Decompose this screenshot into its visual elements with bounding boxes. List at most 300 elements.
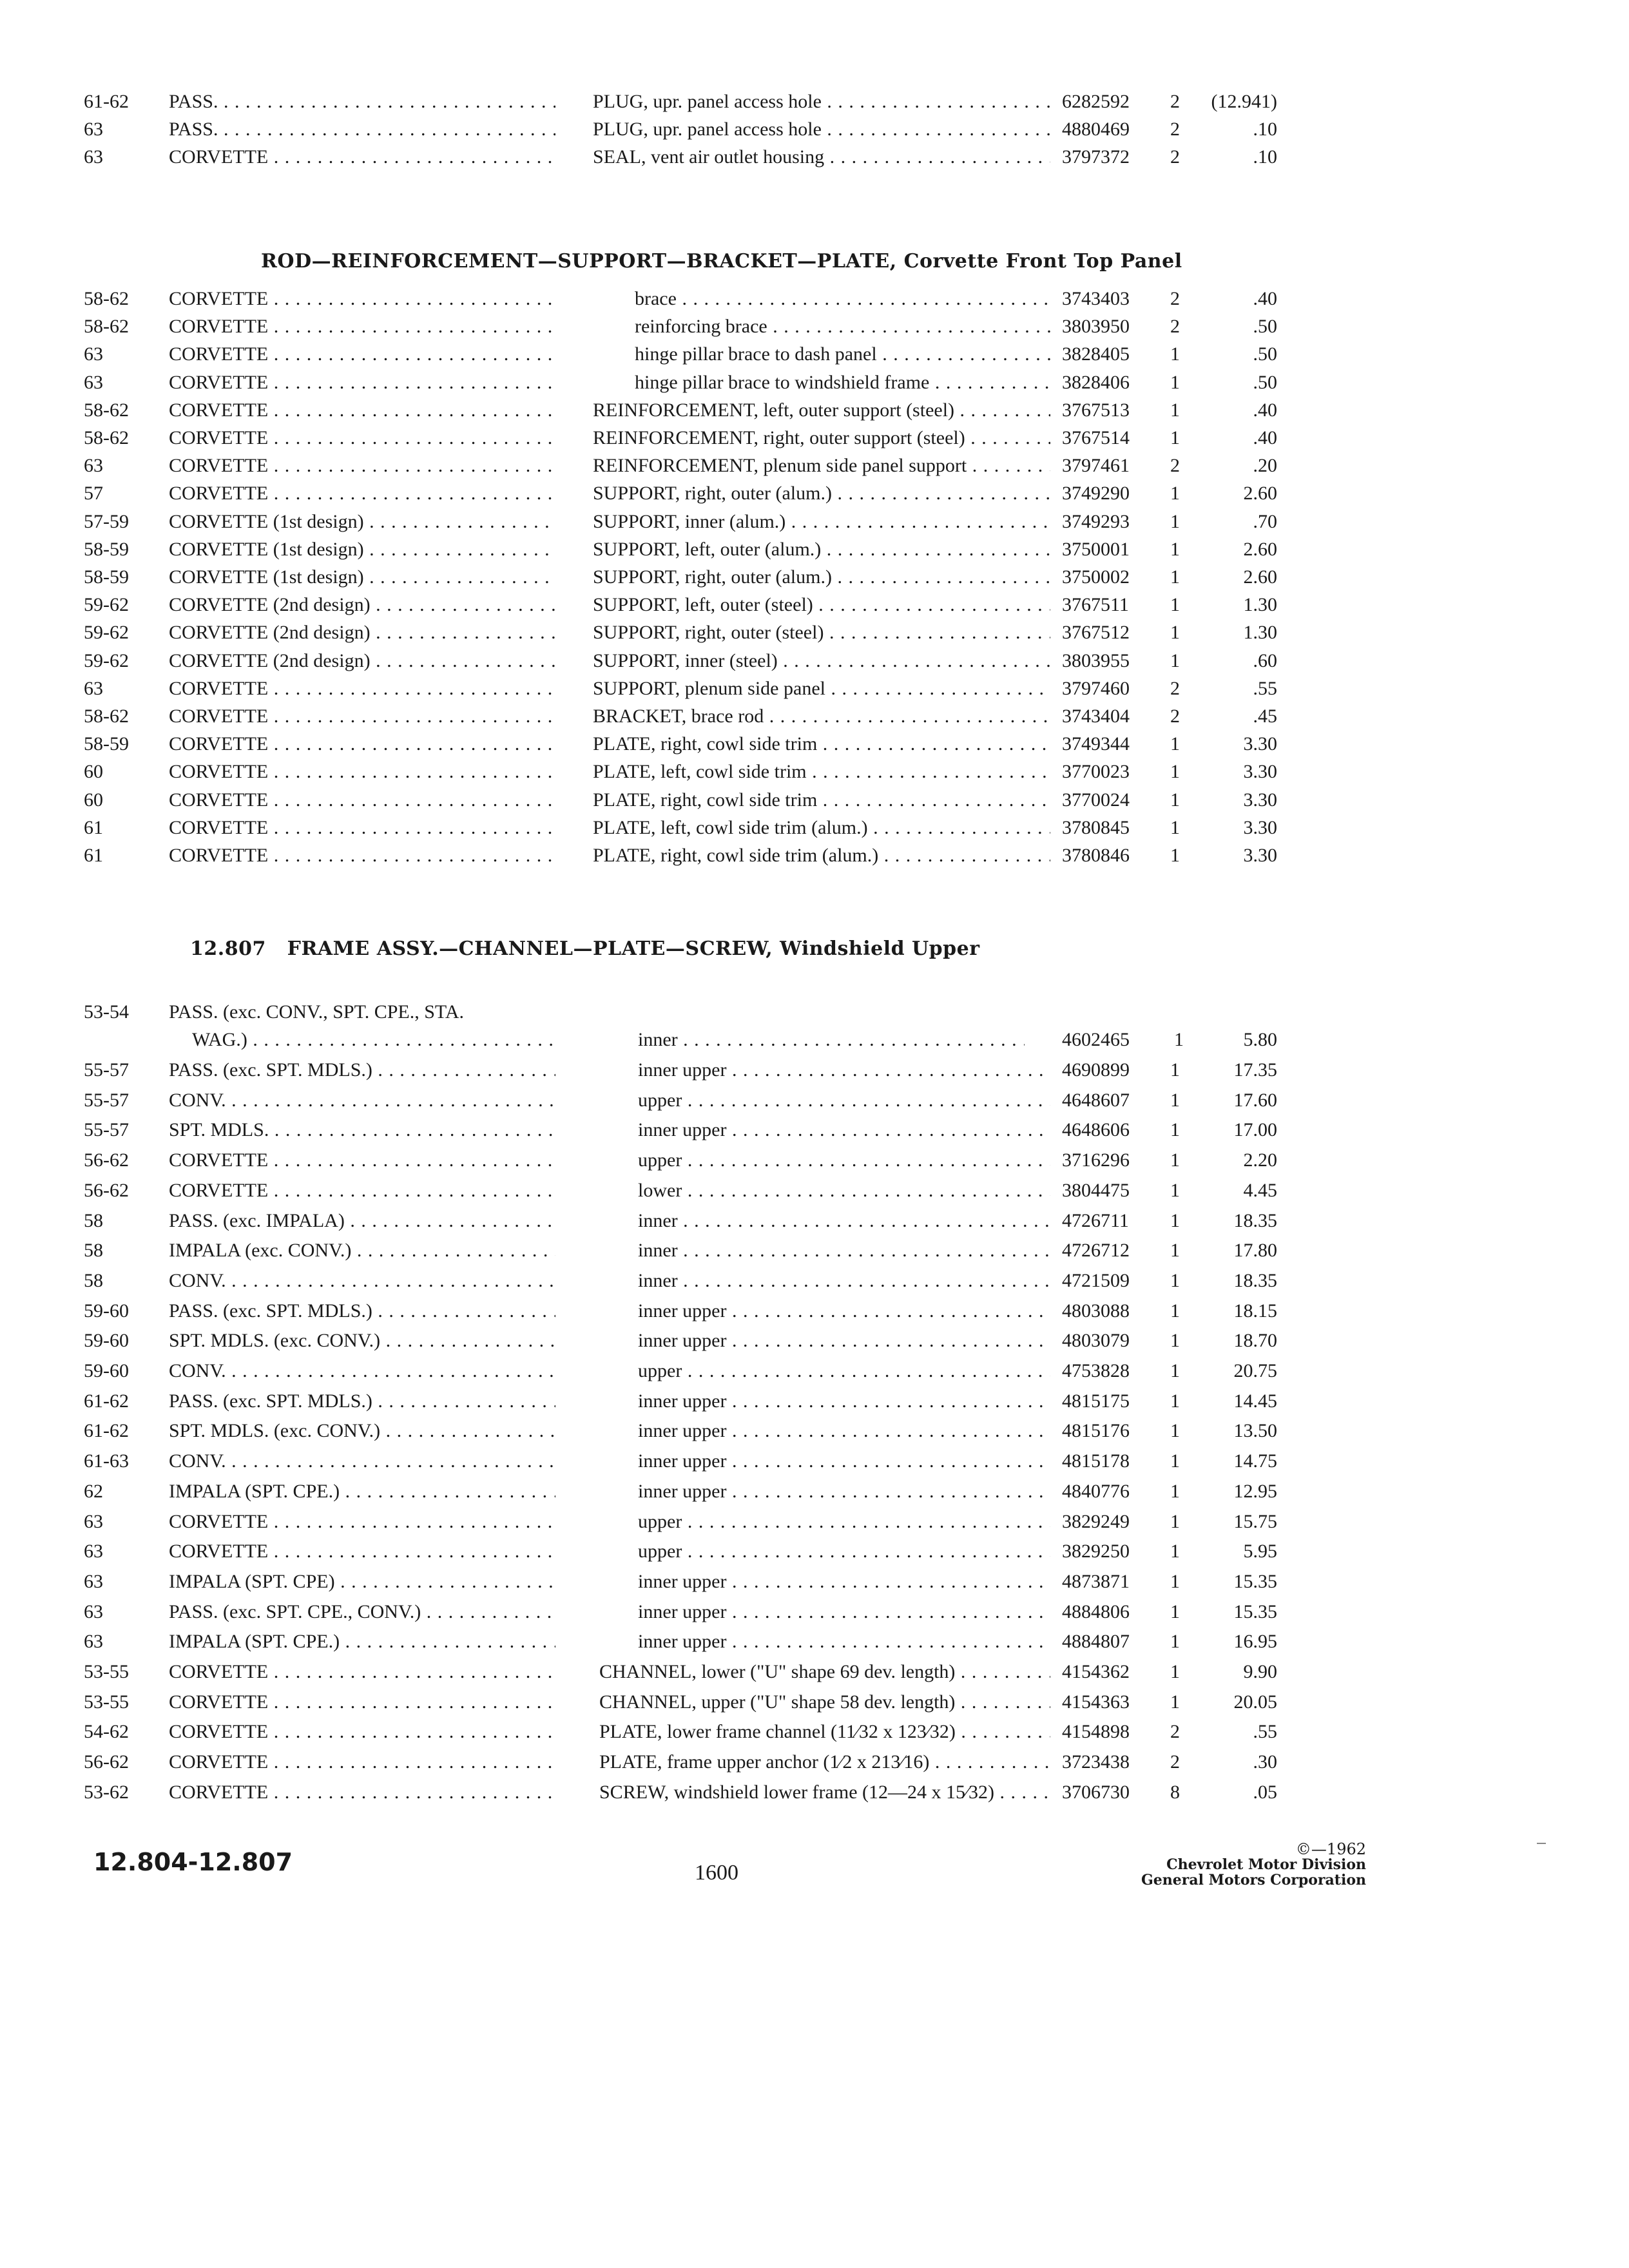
quantity-text: 1 xyxy=(1170,845,1180,866)
quantity-text: 2 xyxy=(1170,91,1180,112)
years-text: 58 xyxy=(84,1240,103,1262)
years-cell xyxy=(84,1236,103,1265)
years-text: 61-63 xyxy=(84,1450,129,1472)
years-text: 53-55 xyxy=(84,1691,129,1713)
price-cell xyxy=(1192,1688,1277,1716)
years-cell xyxy=(84,452,103,480)
model-text: CORVETTE xyxy=(169,706,269,727)
part-number-text: 4154898 xyxy=(1062,1721,1130,1743)
model-cell xyxy=(169,115,555,144)
description-text: reinforcing brace xyxy=(635,316,767,338)
description-cell xyxy=(593,508,1050,536)
quantity-cell xyxy=(1170,1207,1180,1235)
years-cell xyxy=(84,1417,129,1445)
quantity-cell xyxy=(1170,1297,1180,1325)
description-text: inner xyxy=(638,1209,678,1231)
description-cell xyxy=(638,1146,1050,1175)
quantity-text: 1 xyxy=(1170,761,1180,783)
years-text: 58-59 xyxy=(84,538,129,560)
years-cell xyxy=(84,758,103,786)
part-number-cell xyxy=(1062,647,1130,675)
quantity-cell xyxy=(1170,143,1180,171)
part-number-text: 3767514 xyxy=(1062,427,1130,448)
part-number-text: 3749344 xyxy=(1062,733,1130,755)
parts-row xyxy=(84,1568,1295,1596)
years-text: 63 xyxy=(84,119,103,140)
description-text: inner upper xyxy=(638,1059,727,1081)
publisher-block xyxy=(1095,1841,1366,1888)
description-text: PLATE, left, cowl side trim xyxy=(593,761,807,783)
years-text: 58-62 xyxy=(84,316,129,338)
years-text: 59-60 xyxy=(84,1330,129,1352)
part-number-cell xyxy=(1062,285,1130,313)
years-text: 61 xyxy=(84,845,103,866)
price-cell xyxy=(1192,1718,1277,1746)
part-number-text: 4721509 xyxy=(1062,1269,1130,1291)
price-cell xyxy=(1192,1207,1277,1235)
part-number-cell xyxy=(1062,312,1130,341)
model-text: PASS. xyxy=(169,119,218,140)
description-text: SUPPORT, plenum side panel xyxy=(593,677,825,699)
years-cell xyxy=(84,591,129,619)
part-number-cell xyxy=(1062,340,1130,369)
years-text: 63 xyxy=(84,1570,103,1592)
part-number-text: 4803088 xyxy=(1062,1300,1130,1321)
price-text: 9.90 xyxy=(1243,1661,1277,1682)
quantity-text: 1 xyxy=(1170,816,1180,838)
model-text: CORVETTE xyxy=(169,677,269,699)
price-text: 18.35 xyxy=(1233,1269,1277,1291)
quantity-cell xyxy=(1170,1778,1180,1807)
quantity-text: 1 xyxy=(1170,1570,1180,1592)
description-text: SUPPORT, inner (steel) xyxy=(593,649,778,671)
description-cell xyxy=(599,1688,1050,1716)
price-text: 5.95 xyxy=(1243,1541,1277,1562)
quantity-text: 1 xyxy=(1170,1691,1180,1713)
part-number-cell xyxy=(1062,814,1130,842)
model-text: CORVETTE (1st design) xyxy=(169,566,364,588)
parts-row xyxy=(84,1508,1295,1536)
model-text: CORVETTE xyxy=(169,789,269,811)
quantity-cell xyxy=(1170,619,1180,647)
description-text: REINFORCEMENT, plenum side panel support xyxy=(593,455,967,477)
price-cell xyxy=(1192,702,1277,731)
part-number-cell xyxy=(1062,452,1130,480)
part-number-cell xyxy=(1062,1267,1130,1295)
years-cell xyxy=(84,702,129,731)
part-number-cell xyxy=(1062,1357,1130,1385)
description-text: SUPPORT, right, outer (alum.) xyxy=(593,483,832,505)
years-text: 56-62 xyxy=(84,1149,129,1171)
section-heading-text: FRAME ASSY.—CHANNEL—PLATE—SCREW, Windshield Upper xyxy=(287,937,980,960)
years-cell xyxy=(84,508,129,536)
description-cell xyxy=(638,1568,1050,1596)
price-cell xyxy=(1192,1628,1277,1656)
quantity-text: 1 xyxy=(1170,1600,1180,1622)
parts-row xyxy=(84,702,1295,731)
quantity-cell xyxy=(1170,369,1180,397)
description-text: PLATE, right, cowl side trim xyxy=(593,789,818,811)
description-text: inner xyxy=(638,1029,678,1050)
quantity-cell xyxy=(1170,1327,1180,1355)
part-number-text: 3770023 xyxy=(1062,761,1130,783)
description-text: upper xyxy=(638,1089,682,1111)
model-text: CORVETTE xyxy=(169,427,269,448)
price-text: 1.30 xyxy=(1243,622,1277,644)
quantity-text: 1 xyxy=(1170,1119,1180,1141)
model-text: CORVETTE xyxy=(169,1661,269,1682)
model-text: CORVETTE xyxy=(169,316,269,338)
quantity-text: 1 xyxy=(1170,538,1180,560)
part-number-text: 3804475 xyxy=(1062,1179,1130,1201)
years-cell xyxy=(84,1267,103,1295)
part-number-text: 4880469 xyxy=(1062,119,1130,140)
part-number-cell xyxy=(1062,424,1130,452)
years-text: 56-62 xyxy=(84,1751,129,1773)
years-cell xyxy=(84,1357,129,1385)
quantity-cell xyxy=(1170,1688,1180,1716)
part-number-cell xyxy=(1062,1688,1130,1716)
years-cell xyxy=(84,143,103,171)
section-heading-front-top-panel xyxy=(261,250,1182,273)
price-text: 14.45 xyxy=(1233,1390,1277,1412)
quantity-text: 2 xyxy=(1170,1721,1180,1743)
model-cell xyxy=(169,312,555,341)
model-text: CORVETTE xyxy=(169,1721,269,1743)
model-cell: PASS. (exc. CONV., SPT. CPE., STA. xyxy=(169,1001,464,1023)
model-cell xyxy=(169,1568,555,1596)
parts-row xyxy=(84,369,1295,397)
quantity-text: 2 xyxy=(1170,316,1180,338)
description-cell xyxy=(635,312,1050,341)
quantity-text: 1 xyxy=(1170,789,1180,811)
part-number-cell xyxy=(1062,591,1129,619)
years-text: 58-59 xyxy=(84,566,129,588)
description-cell xyxy=(593,479,1050,508)
price-cell xyxy=(1192,88,1277,116)
part-number-text: 4726712 xyxy=(1062,1240,1130,1262)
description-cell xyxy=(599,1748,1050,1776)
years-cell xyxy=(84,619,129,647)
parts-row xyxy=(84,1236,1295,1265)
model-cell xyxy=(169,1267,555,1295)
quantity-cell xyxy=(1170,1598,1180,1626)
years-text: 55-57 xyxy=(84,1059,129,1081)
part-number-cell xyxy=(1062,369,1130,397)
part-number-cell xyxy=(1062,786,1130,814)
part-number-cell xyxy=(1062,115,1130,144)
price-cell xyxy=(1192,285,1277,313)
description-cell xyxy=(635,285,1050,313)
description-text: inner upper xyxy=(638,1600,727,1622)
part-number-text: 4690899 xyxy=(1062,1059,1130,1081)
part-number-text: 3743404 xyxy=(1062,706,1130,727)
years-cell xyxy=(84,1327,129,1355)
model-text: CORVETTE (2nd design) xyxy=(169,649,371,671)
model-cell xyxy=(169,508,555,536)
part-number-text: 3749290 xyxy=(1062,483,1130,505)
part-number-cell xyxy=(1062,1236,1130,1265)
parts-row xyxy=(84,1537,1295,1566)
quantity-cell xyxy=(1170,285,1180,313)
part-number-text: 4884807 xyxy=(1062,1631,1130,1653)
years-cell xyxy=(84,1718,129,1746)
price-text: .45 xyxy=(1253,706,1277,727)
quantity-cell xyxy=(1170,1477,1180,1506)
years-cell xyxy=(84,1447,129,1475)
parts-row xyxy=(84,841,1295,870)
description-cell xyxy=(593,730,1050,758)
part-number-cell xyxy=(1062,508,1130,536)
quantity-text: 2 xyxy=(1170,677,1180,699)
part-number-cell xyxy=(1062,1297,1130,1325)
description-text: SCREW, windshield lower frame (12—24 x 15⁄32) xyxy=(599,1781,994,1803)
parts-row xyxy=(84,758,1295,786)
description-text: inner upper xyxy=(638,1119,727,1141)
price-text: 3.30 xyxy=(1243,816,1277,838)
quantity-cell xyxy=(1170,1146,1180,1175)
years-text: 60 xyxy=(84,789,103,811)
years-cell xyxy=(84,1537,103,1566)
price-text: .70 xyxy=(1253,510,1277,532)
model-cell xyxy=(169,758,555,786)
part-number-text: 3723438 xyxy=(1062,1751,1130,1773)
quantity-cell xyxy=(1170,1387,1180,1416)
description-cell xyxy=(638,1357,1050,1385)
part-number-cell xyxy=(1062,1177,1130,1205)
description-cell xyxy=(593,88,1050,116)
parts-row xyxy=(84,1628,1295,1656)
years-cell xyxy=(84,841,103,870)
quantity-cell xyxy=(1170,702,1180,731)
price-cell xyxy=(1192,1417,1277,1445)
price-cell xyxy=(1192,1267,1277,1295)
part-number-cell xyxy=(1062,1447,1130,1475)
quantity-text: 1 xyxy=(1170,1360,1180,1381)
model-cell xyxy=(169,452,555,480)
years-cell xyxy=(84,115,103,144)
price-text: 14.75 xyxy=(1233,1450,1277,1472)
years-text: 54-62 xyxy=(84,1721,129,1743)
quantity-text: 1 xyxy=(1170,1390,1180,1412)
part-number-cell xyxy=(1062,1207,1129,1235)
description-cell xyxy=(638,1628,1050,1656)
part-number-text: 3803950 xyxy=(1062,316,1130,338)
quantity-cell xyxy=(1170,1537,1180,1566)
quantity-cell xyxy=(1170,424,1180,452)
quantity-text: 1 xyxy=(1170,733,1180,755)
price-cell xyxy=(1192,1056,1277,1084)
part-number-cell xyxy=(1062,1056,1130,1084)
description-cell xyxy=(635,369,1050,397)
model-cell xyxy=(169,675,555,703)
quantity-cell xyxy=(1170,1236,1180,1265)
quantity-text: 1 xyxy=(1170,483,1180,505)
description-text: PLUG, upr. panel access hole xyxy=(593,119,822,140)
years-text: 58-59 xyxy=(84,733,129,755)
price-text: .20 xyxy=(1253,455,1277,477)
quantity-text: 1 xyxy=(1170,1510,1180,1532)
model-cell xyxy=(169,1327,555,1355)
quantity-cell xyxy=(1170,591,1180,619)
part-number-cell xyxy=(1062,1086,1130,1115)
model-cell xyxy=(169,369,555,397)
part-number-text: 4154363 xyxy=(1062,1691,1130,1713)
section-heading-windshield-upper xyxy=(190,937,980,960)
price-cell xyxy=(1192,535,1277,564)
description-text: hinge pillar brace to windshield frame xyxy=(635,371,930,393)
model-cell xyxy=(169,1537,555,1566)
model-cell xyxy=(169,786,555,814)
part-number-text: 3828405 xyxy=(1062,343,1130,365)
description-text: brace xyxy=(635,288,677,309)
parts-row xyxy=(84,1748,1295,1776)
years-text: 59-62 xyxy=(84,622,129,644)
model-cell xyxy=(169,1086,555,1115)
price-cell xyxy=(1192,143,1277,171)
parts-row-first-line xyxy=(84,998,1295,1026)
price-cell xyxy=(1192,730,1277,758)
description-cell xyxy=(638,1086,1050,1115)
model-text: CORVETTE xyxy=(169,455,269,477)
description-text: upper xyxy=(638,1510,682,1532)
parts-row xyxy=(84,675,1295,703)
model-cell xyxy=(169,1477,555,1506)
part-number-cell xyxy=(1062,1568,1130,1596)
description-cell xyxy=(593,396,1050,425)
model-cell xyxy=(169,1508,555,1536)
parts-row xyxy=(84,1116,1295,1144)
years-cell xyxy=(84,424,129,452)
years-cell xyxy=(84,1086,129,1115)
price-cell xyxy=(1192,508,1277,536)
part-number-text: 4815176 xyxy=(1062,1420,1130,1442)
years-text: 63 xyxy=(84,455,103,477)
parts-row xyxy=(84,619,1295,647)
price-cell xyxy=(1192,758,1277,786)
model-cell xyxy=(169,619,555,647)
parts-row xyxy=(84,535,1295,564)
quantity-cell xyxy=(1170,1177,1180,1205)
model-cell-continued xyxy=(192,1026,555,1054)
description-text: inner upper xyxy=(638,1420,727,1442)
price-cell xyxy=(1192,591,1277,619)
quantity-text: 1 xyxy=(1170,649,1180,671)
part-number-text: 3829250 xyxy=(1062,1541,1130,1562)
description-cell xyxy=(593,758,1050,786)
years-text: 58 xyxy=(84,1209,103,1231)
years-cell xyxy=(84,786,103,814)
quantity-text: 1 xyxy=(1170,1330,1180,1352)
quantity-cell xyxy=(1170,647,1180,675)
price-cell xyxy=(1192,1778,1277,1807)
quantity-cell xyxy=(1170,1658,1180,1686)
price-cell xyxy=(1192,1177,1277,1205)
part-number-text: 3770024 xyxy=(1062,789,1130,811)
quantity-cell: 1 xyxy=(1174,1029,1184,1050)
model-text: IMPALA (exc. CONV.) xyxy=(169,1240,352,1262)
quantity-cell xyxy=(1170,1568,1180,1596)
part-number-text: 3780846 xyxy=(1062,845,1130,866)
quantity-text: 1 xyxy=(1170,1179,1180,1201)
model-text: CORVETTE xyxy=(169,1541,269,1562)
years-text: 57-59 xyxy=(84,510,129,532)
description-cell xyxy=(593,563,1050,591)
part-number-cell xyxy=(1062,1628,1130,1656)
publisher-line-1: Chevrolet Motor Division xyxy=(1166,1856,1366,1873)
price-text: .50 xyxy=(1253,343,1277,365)
description-cell xyxy=(638,1267,1050,1295)
price-cell xyxy=(1192,1297,1277,1325)
quantity-cell xyxy=(1170,1417,1180,1445)
years-text: 58-62 xyxy=(84,288,129,309)
publisher-line-2: General Motors Corporation xyxy=(1141,1872,1366,1888)
model-cell xyxy=(169,591,555,619)
parts-row xyxy=(84,1447,1295,1475)
description-text: upper xyxy=(638,1360,682,1381)
model-cell xyxy=(169,1297,555,1325)
section-heading-text: ROD—REINFORCEMENT—SUPPORT—BRACKET—PLATE, Corvette Front Top Panel xyxy=(261,250,1182,273)
years-cell xyxy=(84,1207,103,1235)
quantity-text: 1 xyxy=(1170,1240,1180,1262)
years-text: 63 xyxy=(84,343,103,365)
quantity-cell xyxy=(1170,675,1180,703)
years-cell xyxy=(84,730,129,758)
part-number-text: 4884806 xyxy=(1062,1600,1130,1622)
years-text: 61-62 xyxy=(84,91,129,112)
part-number-text: 4873871 xyxy=(1062,1570,1130,1592)
price-text: 20.05 xyxy=(1233,1691,1277,1713)
part-number-cell xyxy=(1062,535,1130,564)
model-cell xyxy=(169,340,555,369)
model-cell xyxy=(169,1778,555,1807)
part-number-cell xyxy=(1062,1748,1130,1776)
quantity-cell xyxy=(1170,452,1180,480)
model-text: PASS. (exc. SPT. MDLS.) xyxy=(169,1300,372,1321)
price-text: 17.60 xyxy=(1233,1089,1277,1111)
description-cell xyxy=(638,1026,1025,1054)
quantity-text: 1 xyxy=(1170,1059,1180,1081)
part-number-text: 4648607 xyxy=(1062,1089,1130,1111)
model-text: CORVETTE (1st design) xyxy=(169,510,364,532)
model-cell xyxy=(169,1146,555,1175)
model-cell xyxy=(169,1357,555,1385)
price-text: 2.60 xyxy=(1243,483,1277,505)
part-number-cell xyxy=(1062,143,1130,171)
model-cell xyxy=(169,1387,555,1416)
parts-row xyxy=(84,1086,1295,1115)
quantity-text: 1 xyxy=(1170,1420,1180,1442)
years-text: 58-62 xyxy=(84,706,129,727)
parts-row xyxy=(84,1598,1295,1626)
part-number-cell xyxy=(1062,1598,1130,1626)
price-cell xyxy=(1192,814,1277,842)
description-cell xyxy=(638,1537,1050,1566)
section-number: 12.807 xyxy=(190,937,266,960)
part-number-text: 3803955 xyxy=(1062,649,1130,671)
years-text: 58-62 xyxy=(84,399,129,421)
quantity-text: 1 xyxy=(1170,622,1180,644)
parts-row xyxy=(84,396,1295,425)
model-text: CORVETTE xyxy=(169,761,269,783)
part-number-cell xyxy=(1062,88,1130,116)
part-number-text: 3767513 xyxy=(1062,399,1130,421)
quantity-cell xyxy=(1170,841,1180,870)
part-number-text: 3706730 xyxy=(1062,1781,1130,1803)
part-number-text: 4154362 xyxy=(1062,1661,1130,1682)
description-cell xyxy=(593,143,1050,171)
parts-row xyxy=(84,1297,1295,1325)
